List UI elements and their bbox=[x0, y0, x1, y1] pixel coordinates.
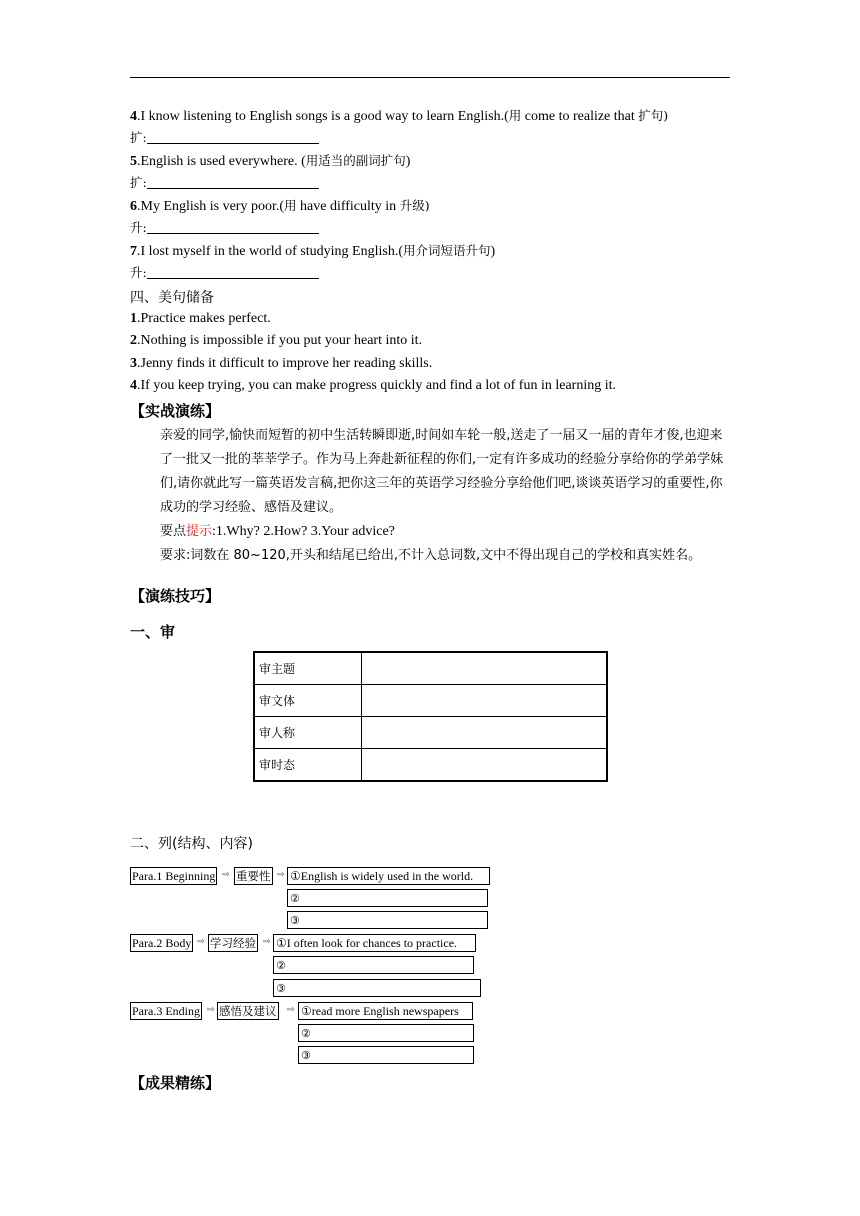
answer-cell[interactable] bbox=[362, 652, 608, 685]
item-6: 6.My English is very poor.(用 have difficulty in 升级) bbox=[130, 198, 430, 214]
sentence-3: 3.Jenny finds it difficult to improve her reading skills. bbox=[130, 356, 433, 371]
outline-slot[interactable]: ③ bbox=[273, 979, 481, 997]
arrow-icon: ⇨ bbox=[287, 1005, 295, 1015]
item-7-answer[interactable]: 升: bbox=[130, 263, 319, 284]
outline-topic-1: 重要性 bbox=[236, 869, 271, 883]
table-row: 审人称 bbox=[254, 717, 607, 749]
item-5: 5.English is used everywhere. (用适当的副词扩句) bbox=[130, 153, 411, 169]
outline-para-3: Para.3 Ending bbox=[132, 1004, 200, 1018]
sentence-4: 4.If you keep trying, you can make progress quickly and find a lot of fun in learning it. bbox=[130, 378, 616, 393]
arrow-icon: ⇨ bbox=[222, 870, 230, 880]
skills-title: 【演练技巧】 bbox=[130, 587, 221, 605]
outline-slot[interactable]: ①I often look for chances to practice. bbox=[273, 934, 476, 952]
practice-body: 亲爱的同学,愉快而短暂的初中生活转瞬即逝,时间如车轮一般,送走了一届又一届的青年才俊,也迎来了一批又一批的莘莘学子。作为马上奔赴新征程的你们,一定有许多成功的经验分享给你的学弟学妹们,请你就此写一篇英语发言稿,把你这三年的英语学习经验分享给他们吧,谈谈英语学习的重要性,你成功的学习经验、感悟及建议。 要点提示:1.Why? 2.How? 3.Your advice? 要求:词数在 80~120,开头和结尾已给出,不计入总词数,文中不得出现自己的学校和真实姓名。 bbox=[130, 424, 730, 568]
table-row: 审时态 bbox=[254, 749, 607, 782]
outline-slot[interactable]: ② bbox=[273, 956, 474, 974]
table-row: 审主题 bbox=[254, 652, 607, 685]
results-title: 【成果精练】 bbox=[130, 1074, 221, 1092]
answer-cell[interactable] bbox=[362, 749, 608, 782]
outline-slot[interactable]: ①English is widely used in the world. bbox=[287, 867, 490, 885]
step-1-title: 一、审 bbox=[130, 623, 176, 641]
outline-slot[interactable]: ③ bbox=[287, 911, 488, 929]
outline-para-2: Para.2 Body bbox=[132, 936, 192, 950]
sentence-1: 1.Practice makes perfect. bbox=[130, 311, 271, 326]
outline-slot[interactable]: ①read more English newspapers bbox=[298, 1002, 473, 1020]
practice-requirements: 要求:词数在 80~120,开头和结尾已给出,不计入总词数,文中不得出现自己的学校和真实姓名。 bbox=[160, 548, 702, 563]
answer-blank bbox=[147, 264, 319, 279]
answer-cell[interactable] bbox=[362, 717, 608, 749]
answer-blank bbox=[147, 174, 319, 189]
section-4-title: 四、美句储备 bbox=[130, 290, 214, 306]
table-row: 审文体 bbox=[254, 685, 607, 717]
outline-slot[interactable]: ② bbox=[287, 889, 488, 907]
outline-para-1: Para.1 Beginning bbox=[132, 869, 216, 883]
outline-topic-2: 学习经验 bbox=[210, 936, 256, 950]
outline-slot[interactable]: ② bbox=[298, 1024, 474, 1042]
item-7: 7.I lost myself in the world of studying English.(用介词短语升句) bbox=[130, 243, 496, 259]
outline-slot[interactable]: ③ bbox=[298, 1046, 474, 1064]
answer-blank bbox=[147, 219, 319, 234]
item-4-answer[interactable]: 扩: bbox=[130, 128, 319, 149]
header-rule bbox=[130, 77, 730, 78]
answer-blank bbox=[147, 129, 319, 144]
item-4: 4.I know listening to English songs is a good way to learn English.(用 come to realize that 扩句) bbox=[130, 108, 669, 124]
arrow-icon: ⇨ bbox=[277, 870, 285, 880]
review-table bbox=[253, 651, 608, 782]
arrow-icon: ⇨ bbox=[197, 937, 205, 947]
outline-topic-3: 感悟及建议 bbox=[219, 1004, 277, 1018]
step-2-title: 二、列(结构、内容) bbox=[130, 836, 253, 852]
arrow-icon: ⇨ bbox=[207, 1005, 215, 1015]
arrow-icon: ⇨ bbox=[263, 937, 271, 947]
practice-points: 要点提示:1.Why? 2.How? 3.Your advice? bbox=[160, 524, 395, 539]
item-5-answer[interactable]: 扩: bbox=[130, 173, 319, 194]
sentence-2: 2.Nothing is impossible if you put your heart into it. bbox=[130, 333, 423, 348]
answer-cell[interactable] bbox=[362, 685, 608, 717]
practice-title: 【实战演练】 bbox=[130, 402, 221, 420]
item-6-answer[interactable]: 升: bbox=[130, 218, 319, 239]
